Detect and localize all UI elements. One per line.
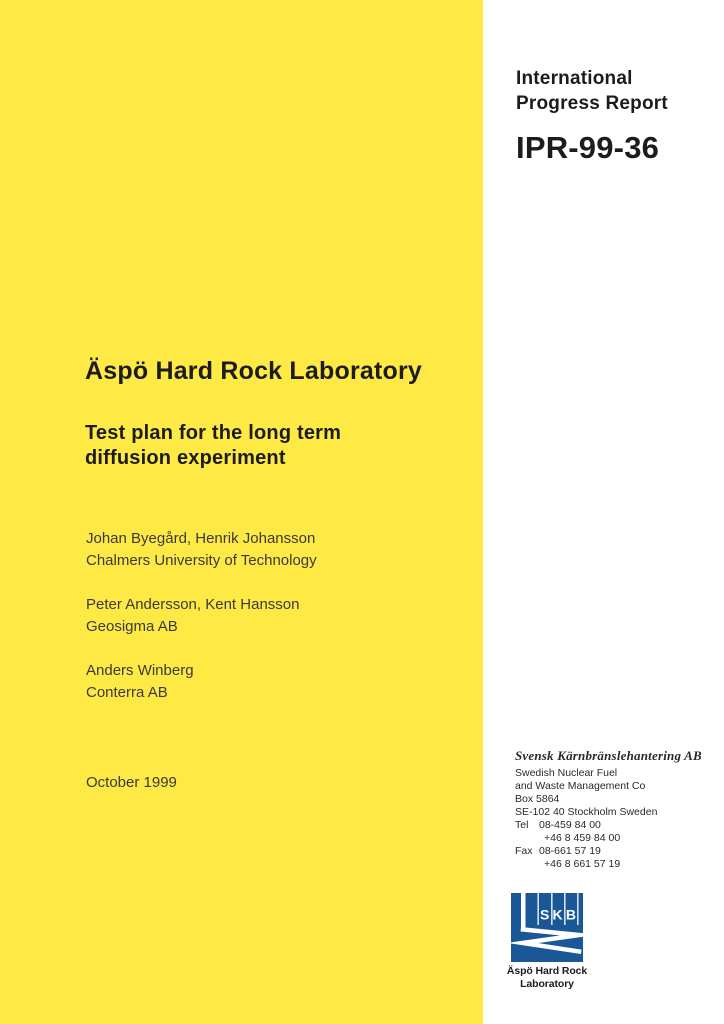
phone-row (515, 819, 715, 832)
author-affiliation: Chalmers University of Technology (86, 552, 317, 569)
tel-number-intl: +46 8 459 84 00 (544, 832, 621, 844)
report-subtitle-line1: Test plan for the long term (85, 422, 342, 444)
report-header (516, 66, 668, 166)
publication-date: October 1999 (86, 774, 177, 791)
publisher-address-line: and Waste Management Co (515, 780, 646, 792)
report-subtitle-line2: diffusion experiment (85, 447, 286, 469)
phone-row (515, 858, 715, 871)
phone-row (515, 845, 715, 858)
author-affiliation: Conterra AB (86, 684, 168, 701)
fax-label: Fax (515, 845, 533, 857)
report-type-line1: International (516, 68, 633, 89)
logo-caption-line2: Laboratory (520, 977, 574, 990)
author-group (86, 528, 317, 572)
report-number: IPR-99-36 (516, 130, 660, 165)
report-subtitle (85, 421, 422, 471)
tel-label: Tel (515, 819, 529, 831)
publisher-company-name: Svensk Kärnbränslehantering AB (515, 748, 702, 763)
skb-logo-icon (511, 893, 583, 962)
logo-caption (477, 965, 617, 990)
report-title: Äspö Hard Rock Laboratory (85, 357, 423, 385)
publisher-block (515, 748, 715, 871)
author-group (86, 594, 317, 638)
skb-logo-text: SKB (540, 906, 580, 923)
author-affiliation: Geosigma AB (86, 618, 178, 635)
author-group (86, 660, 317, 704)
fax-number: 08-661 57 19 (539, 845, 601, 857)
tel-label-blank (515, 832, 539, 845)
report-type (516, 66, 668, 116)
author-names: Peter Andersson, Kent Hansson (86, 596, 300, 613)
title-block (85, 355, 422, 471)
publisher-address-line: SE-102 40 Stockholm Sweden (515, 806, 658, 818)
skb-logo-block (506, 893, 588, 990)
fax-label-blank (515, 858, 539, 871)
logo-caption-line1: Äspö Hard Rock (506, 965, 588, 977)
phone-row (515, 832, 715, 845)
tel-number: 08-459 84 00 (539, 819, 601, 831)
report-type-line2: Progress Report (516, 93, 668, 114)
fax-number-intl: +46 8 661 57 19 (544, 858, 621, 870)
author-names: Anders Winberg (86, 662, 194, 679)
authors-list (86, 528, 317, 726)
publisher-address-line: Swedish Nuclear Fuel (515, 767, 618, 779)
author-names: Johan Byegård, Henrik Johansson (86, 530, 316, 547)
publisher-address-line: Box 5864 (515, 793, 560, 805)
